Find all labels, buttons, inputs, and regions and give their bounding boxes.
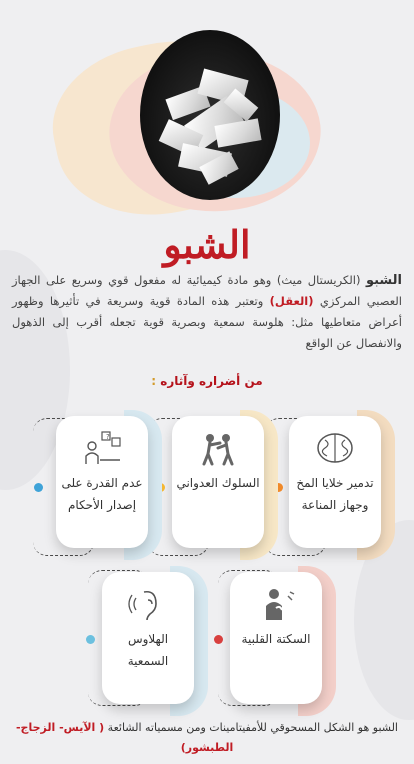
effect-card-brain	[289, 410, 399, 560]
harms-heading-prefix: من	[240, 374, 263, 388]
intro-organ-term: (العقل)	[269, 294, 314, 308]
effect-card-hallucination	[102, 566, 212, 716]
intro-text-2: وتعتبر هذه المادة قوية وسريعة في تأثيرها وظهور أعراض متعاطيها مثل: هلوسة سمعية وبصرية قوية تجعله أقرب إلى الذهول والانفصال عن الواقع	[12, 294, 402, 350]
intro-text-1: (الكريستال ميث) وهو مادة كيميائية له مفعول قوي وسريع على الجهاز العصبي المركزي	[12, 273, 402, 308]
footer-names: ( الآيس- الزجاج- الطبشور)	[15, 721, 234, 754]
effect-card-body	[102, 572, 194, 704]
effect-label: السكتة القلبية	[241, 632, 311, 646]
effect-card-cardiac	[230, 566, 340, 716]
intro-paragraph	[12, 270, 402, 354]
effect-dot-red	[214, 635, 223, 644]
brain-icon	[313, 430, 357, 466]
effect-label: تدمير خلايا المخ وجهاز المناعة	[296, 476, 374, 512]
confused-person-icon	[80, 430, 124, 466]
page-title: الشبو	[163, 222, 251, 267]
effect-dot-light-blue	[86, 635, 95, 644]
footer-text: الشبو هو الشكل المسحوقي للأمفيتامينات ومن مسمياته الشائعة	[104, 721, 398, 734]
effect-dot-blue	[34, 483, 43, 492]
heart-attack-icon	[254, 586, 298, 622]
fighting-figures-icon	[196, 430, 240, 466]
effect-card-body	[172, 416, 264, 548]
crystal-meth-photo	[140, 30, 280, 200]
harms-heading-main: أضراره وآثاره	[160, 374, 241, 388]
effect-card-body	[289, 416, 381, 548]
effect-card-body	[56, 416, 148, 548]
ear-sound-icon	[126, 586, 170, 622]
effect-label: الهلاوس السمعية	[127, 632, 169, 668]
footer-note	[10, 718, 404, 758]
effect-card-body	[230, 572, 322, 704]
effect-label: عدم القدرة على إصدار الأحكام	[61, 476, 143, 512]
effect-label: السلوك العدواني	[176, 476, 260, 490]
harms-heading-colon: :	[151, 374, 161, 388]
harms-heading	[0, 374, 414, 388]
effect-card-aggression	[172, 410, 282, 560]
svg-text:?: ?	[106, 433, 110, 441]
intro-lead-term: الشبو	[365, 273, 402, 288]
effect-card-judgement	[56, 410, 166, 560]
